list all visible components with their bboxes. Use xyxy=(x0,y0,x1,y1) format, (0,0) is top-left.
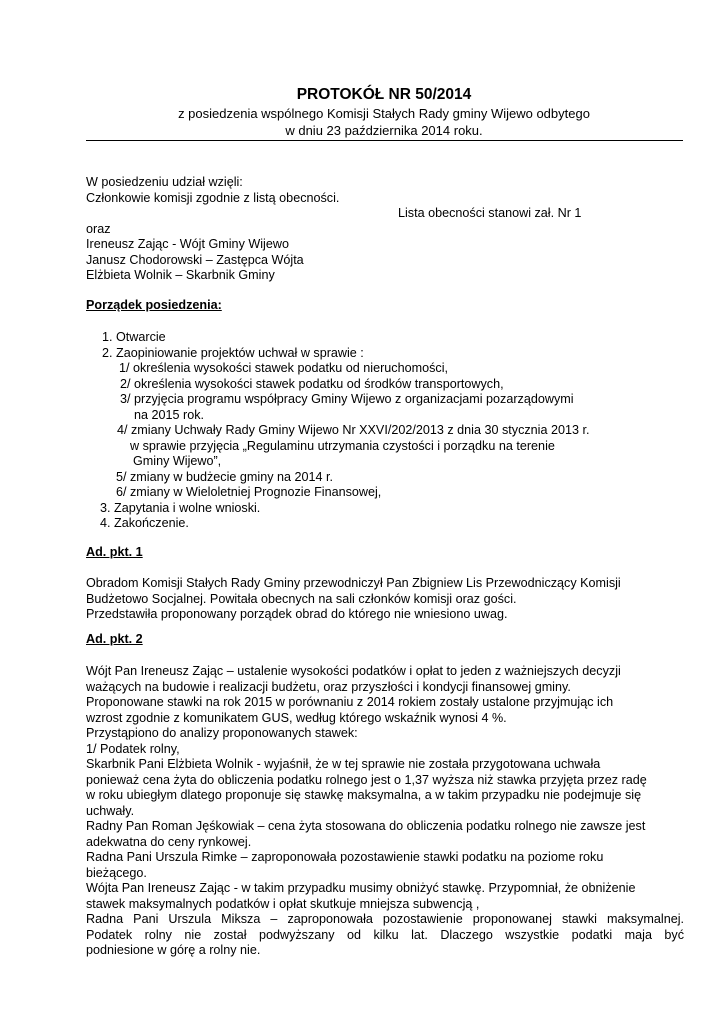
header-divider xyxy=(86,140,683,141)
paragraph-line: Skarbnik Pani Elżbieta Wolnik - wyjaśnił, że w tej sprawie nie została przygotowana uchwała xyxy=(86,757,601,771)
attendance-list-note: Lista obecności stanowi zał. Nr 1 xyxy=(398,206,582,220)
agenda-heading: Porządek posiedzenia: xyxy=(86,298,222,312)
ad2-heading: Ad. pkt. 2 xyxy=(86,632,143,646)
paragraph-line: Radna Pani Urszula Miksza – zaproponowała pozostawienie proponowanej stawki maksymalnej. xyxy=(86,912,684,926)
paragraph-line: stawek maksymalnych podatków i opłat skutkuje mniejsza subwencją , xyxy=(86,896,480,911)
ad1-heading: Ad. pkt. 1 xyxy=(86,545,143,559)
paragraph-line: Budżetowo Socjalnej. Powitała obecnych na sali członków komisji oraz gości. xyxy=(86,591,517,606)
ad2-body xyxy=(86,664,684,959)
paragraph-line: w roku ubiegłym dlatego proponuje się stawkę maksymalna, a w takim przypadku nie podejmuje się xyxy=(86,788,642,802)
attendance-person: Janusz Chodorowski – Zastępca Wójta xyxy=(86,252,304,267)
paragraph-line: podniesione w górę a rolny nie. xyxy=(86,943,261,957)
attendance-members: Członkowie komisji zgodnie z listą obecności. xyxy=(86,190,340,205)
paragraph-line: bieżącego. xyxy=(86,865,147,880)
agenda-subitem-continued: w sprawie przyjęcia „Regulaminu utrzymania czystości i porządku na terenie xyxy=(130,438,555,453)
attendance-oraz: oraz xyxy=(86,221,111,236)
paragraph-line: adekwatna do ceny rynkowej. xyxy=(86,834,252,849)
agenda-subitem-continued: Gminy Wijewo”, xyxy=(133,454,222,468)
paragraph-line: wzrost zgodnie z komunikatem GUS, według którego wskaźnik wynosi 4 %. xyxy=(86,710,507,725)
paragraph-line: Przedstawiła proponowany porządek obrad do którego nie wniesiono uwag. xyxy=(86,607,508,621)
agenda-item: 1. Otwarcie xyxy=(102,330,166,344)
agenda-subitem: 3/ przyjęcia programu współpracy Gminy Wijewo z organizacjami pozarządowymi xyxy=(120,392,574,406)
paragraph-line: Przystąpiono do analizy proponowanych stawek: xyxy=(86,726,358,740)
subtitle-line-2: w dniu 23 października 2014 roku. xyxy=(285,122,483,138)
agenda-list xyxy=(86,330,684,532)
attendance-intro: W posiedzeniu udział wzięli: xyxy=(86,175,243,189)
agenda-item: 3. Zapytania i wolne wnioski. xyxy=(100,500,261,515)
agenda-subitem: 2/ określenia wysokości stawek podatku od środków transportowych, xyxy=(120,376,504,391)
paragraph-line: Obradom Komisji Stałych Rady Gminy przewodniczył Pan Zbigniew Lis Przewodniczący Komisji xyxy=(86,576,621,590)
agenda-subitem: 6/ zmiany w Wieloletniej Prognozie Finansowej, xyxy=(116,485,382,499)
paragraph-line: Proponowane stawki na rok 2015 w porównaniu z 2014 rokiem zostały ustalone przyjmując ich xyxy=(86,695,614,709)
paragraph-line: ponieważ cena żyta do obliczenia podatku rolnego jest o 1,37 wyższa niż stawka przyjęta przez radę xyxy=(86,772,647,787)
paragraph-line: Podatek rolny nie został podwyższany od kilku lat. Dlaczego wszystkie podatki maja być xyxy=(86,927,684,942)
agenda-subitem: 5/ zmiany w budżecie gminy na 2014 r. xyxy=(116,469,334,484)
paragraph-line: Radna Pani Urszula Rimke – zaproponowała pozostawienie stawki podatku na poziome roku xyxy=(86,850,604,864)
paragraph-line: ważących na budowie i realizacji budżetu, oraz przyszłości i kondycji finansowej gminy. xyxy=(86,679,571,694)
agenda-item: 2. Zaopiniowanie projektów uchwał w sprawie : xyxy=(102,345,364,360)
agenda-subitem: 4/ zmiany Uchwały Rady Gminy Wijewo Nr XXVI/202/2013 z dnia 30 stycznia 2013 r. xyxy=(117,423,590,437)
paragraph-line: 1/ Podatek rolny, xyxy=(86,741,180,756)
paragraph-line: uchwały. xyxy=(86,803,135,818)
paragraph-line: Radny Pan Roman Jęśkowiak – cena żyta stosowana do obliczenia podatku rolnego nie zawsze jest xyxy=(86,819,646,833)
attendance-section xyxy=(86,175,684,284)
agenda-item: 4. Zakończenie. xyxy=(100,516,189,530)
attendance-person: Ireneusz Zając - Wójt Gminy Wijewo xyxy=(86,237,289,251)
agenda-subitem: 1/ określenia wysokości stawek podatku od nieruchomości, xyxy=(119,361,448,375)
ad1-body xyxy=(86,576,684,623)
subtitle-line-1: z posiedzenia wspólnego Komisji Stałych Rady gminy Wijewo odbytego xyxy=(178,106,590,121)
protocol-subtitle xyxy=(86,106,682,139)
paragraph-line: Wójt Pan Ireneusz Zając – ustalenie wysokości podatków i opłat to jeden z ważniejszych decyzji xyxy=(86,664,621,678)
paragraph-line: Wójta Pan Ireneusz Zając - w takim przypadku musimy obniżyć stawkę. Przypomniał, że obniżenie xyxy=(86,881,636,895)
protocol-title: PROTOKÓŁ NR 50/2014 xyxy=(296,86,472,103)
attendance-person: Elżbieta Wolnik – Skarbnik Gminy xyxy=(86,268,275,282)
agenda-subitem-continued: na 2015 rok. xyxy=(134,407,205,422)
